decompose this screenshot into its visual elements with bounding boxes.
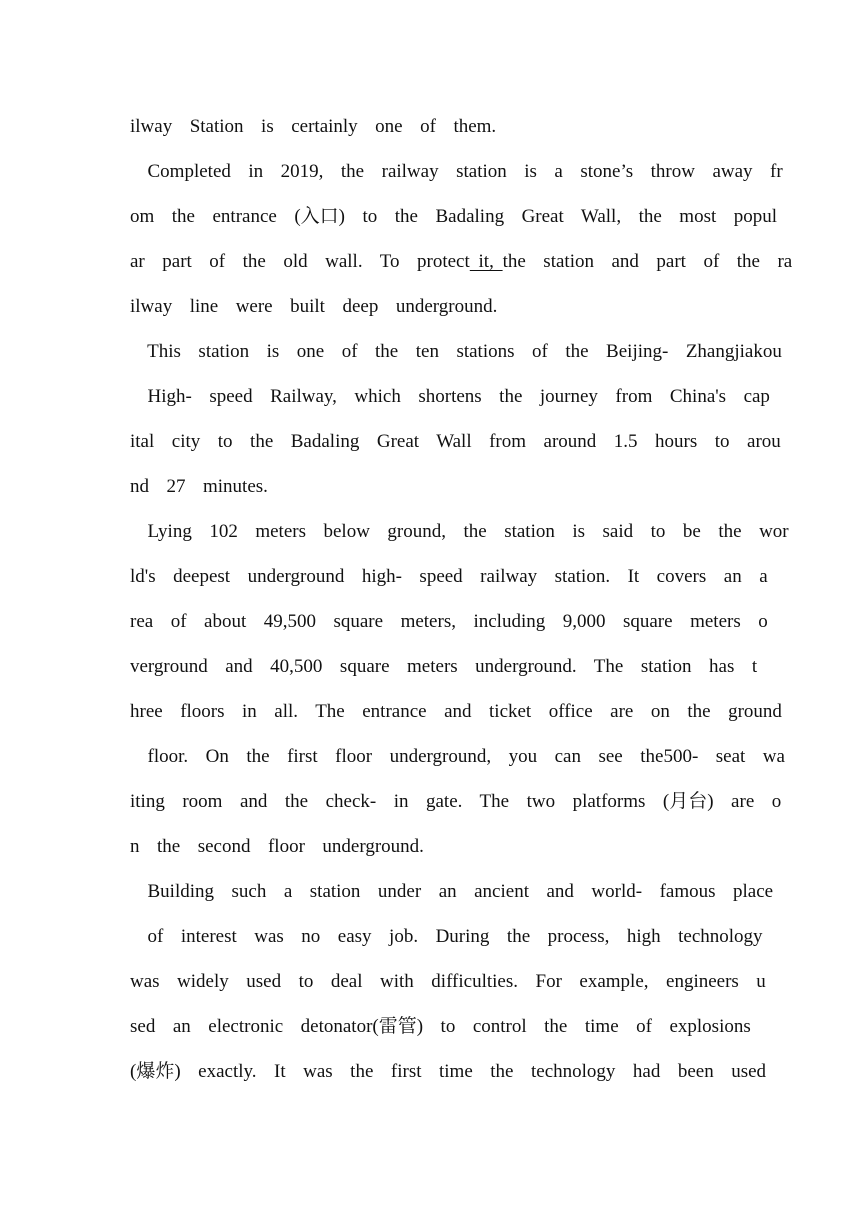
text-line: iting room and the check- in gate. The two platforms (月台) are o [130, 791, 782, 812]
text-fragment: the station and part of the ra [502, 251, 793, 272]
text-line: Building such a station under an ancient and world- famous place [130, 881, 774, 902]
text-line: of interest was no easy job. During the process, high technology [130, 926, 763, 947]
text-line: nd 27 minutes. [130, 476, 268, 497]
text-line: floor. On the first floor underground, you can see the500- seat wa [130, 746, 785, 767]
text-line: sed an electronic detonator(雷管) to control the time of explosions [130, 1016, 751, 1037]
underlined-text: it, [469, 251, 503, 272]
text-line: om the entrance (入口) to the Badaling Great Wall, the most popul [130, 206, 778, 227]
text-line: n the second floor underground. [130, 836, 424, 857]
text-line: (爆炸) exactly. It was the first time the technology had been used [130, 1061, 767, 1082]
text-line: Completed in 2019, the railway station is a stone’s throw away fr [130, 161, 783, 182]
text-line: This station is one of the ten stations of the Beijing- Zhangjiakou [130, 341, 782, 362]
text-line-underlined [130, 247, 793, 277]
text-line: ilway Station is certainly one of them. [130, 116, 497, 137]
text-line: was widely used to deal with difficulties. For example, engineers u [130, 971, 766, 992]
text-line: rea of about 49,500 square meters, including 9,000 square meters o [130, 611, 768, 632]
text-fragment: ar part of the old wall. To protect [130, 251, 470, 272]
text-line: ilway line were built deep underground. [130, 296, 498, 317]
text-line: ital city to the Badaling Great Wall from around 1.5 hours to arou [130, 431, 781, 452]
text-line: High- speed Railway, which shortens the journey from China's cap [130, 386, 770, 407]
text-line: hree floors in all. The entrance and ticket office are on the ground [130, 701, 782, 722]
text-line: ld's deepest underground high- speed railway station. It covers an a [130, 566, 768, 587]
text-line: verground and 40,500 square meters underground. The station has t [130, 656, 758, 677]
text-line: Lying 102 meters below ground, the station is said to be the wor [130, 521, 789, 542]
